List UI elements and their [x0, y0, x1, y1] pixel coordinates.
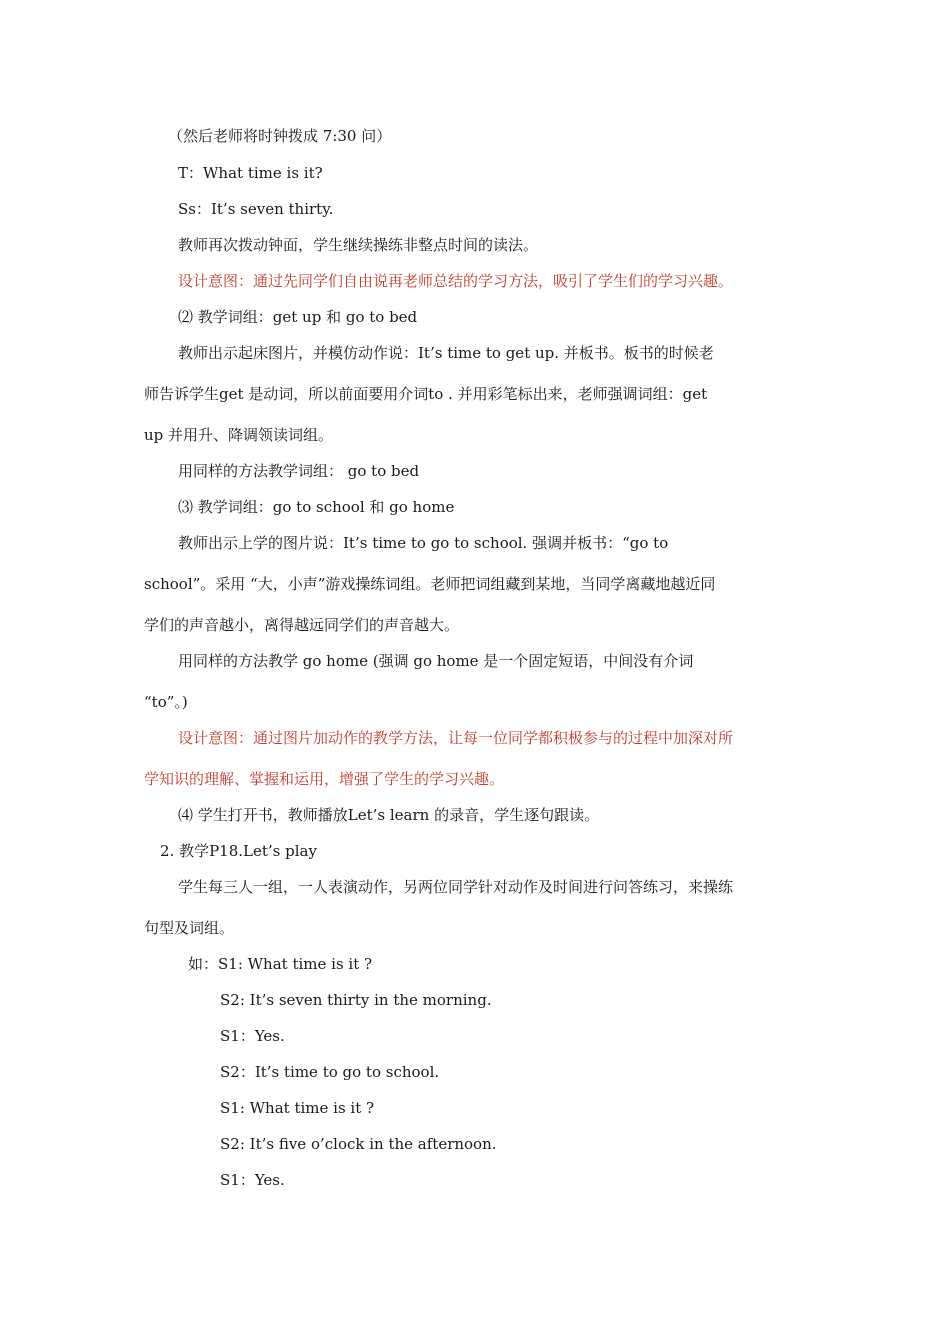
- paragraph-line: 教师出示起床图片，并模仿动作说：It’s time to get up. 并板书。板书的时候老: [178, 344, 714, 362]
- paragraph-line: （然后老师将时钟拨成 7:30 问）: [168, 127, 392, 145]
- paragraph-line: school”。采用 “大，小声”游戏操练词组。老师把词组藏到某地，当同学离藏地越近同: [144, 575, 716, 593]
- paragraph-line: 句型及词组。: [144, 919, 235, 937]
- paragraph-line: 教师再次拨动钟面，学生继续操练非整点时间的读法。: [178, 236, 539, 254]
- design-intent-line: 设计意图：通过图片加动作的教学方法，让每一位同学都积极参与的过程中加深对所: [178, 729, 734, 747]
- dialogue-line: S2: It’s seven thirty in the morning.: [220, 991, 492, 1009]
- dialogue-line: 如：S1: What time is it ?: [188, 955, 373, 973]
- paragraph-line: 用同样的方法教学 go home (强调 go home 是一个固定短语，中间没有介词: [178, 652, 694, 670]
- dialogue-line: S2: It’s five o’clock in the afternoon.: [220, 1135, 497, 1153]
- paragraph-line: 教师出示上学的图片说：It’s time to go to school. 强调并板书：“go to: [178, 534, 669, 552]
- paragraph-line: 师告诉学生get 是动词，所以前面要用介词to . 并用彩笔标出来，老师强调词组：get: [144, 385, 708, 403]
- dialogue-line: S1：Yes.: [220, 1171, 285, 1189]
- dialogue-line: S2：It’s time to go to school.: [220, 1063, 440, 1081]
- section-heading: ⑵ 教学词组：get up 和 go to bed: [178, 308, 418, 326]
- paragraph-line: Ss：It’s seven thirty.: [178, 200, 334, 218]
- paragraph-line: “to”。): [144, 693, 188, 711]
- dialogue-line: S1: What time is it ?: [220, 1099, 375, 1117]
- design-intent-line: 设计意图：通过先同学们自由说再老师总结的学习方法，吸引了学生们的学习兴趣。: [178, 272, 734, 290]
- design-intent-line: 学知识的理解、掌握和运用，增强了学生的学习兴趣。: [144, 770, 505, 788]
- paragraph-line: up 并用升、降调领读词组。: [144, 426, 334, 444]
- paragraph-line: 学生每三人一组，一人表演动作，另两位同学针对动作及时间进行问答练习，来操练: [178, 878, 734, 896]
- section-heading: 2. 教学P18.Let’s play: [160, 842, 317, 860]
- paragraph-line: 学们的声音越小，离得越远同学们的声音越大。: [144, 616, 460, 634]
- paragraph-line: 用同样的方法教学词组： go to bed: [178, 462, 420, 480]
- paragraph-line: T：What time is it?: [178, 164, 323, 182]
- dialogue-line: S1：Yes.: [220, 1027, 285, 1045]
- section-heading: ⑶ 教学词组：go to school 和 go home: [178, 498, 455, 516]
- section-heading: ⑷ 学生打开书，教师播放Let’s learn 的录音，学生逐句跟读。: [178, 806, 600, 824]
